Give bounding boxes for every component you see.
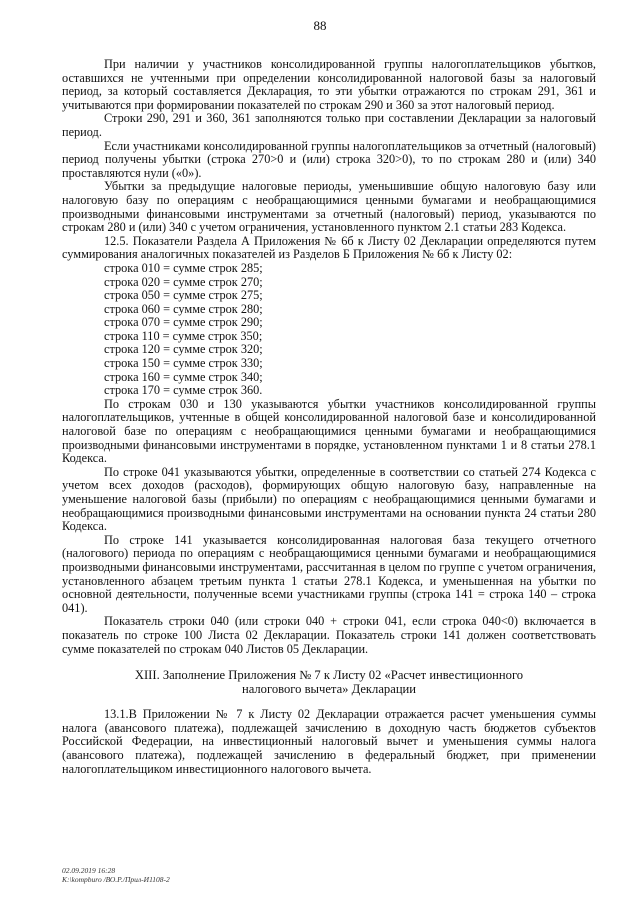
paragraph: Строки 290, 291 и 360, 361 заполняются только при составлении Декларации за налоговый период. [62,111,596,139]
formula-item: строка 060 = сумме строк 280; [104,301,263,316]
formula-item: строка 010 = сумме строк 285; [104,260,263,275]
paragraph: 13.1.В Приложении № 7 к Листу 02 Декларации отражается расчет уменьшения суммы налога (авансового платежа), подлежащей зачислению в доходную часть бюджетов субъектов Российской Федерации, на инвестиционный налоговый вычет и уменьшения суммы налога (авансового платежа), подлежащей зачислению в федеральный бюджет, при применении налогоплательщиком инвестиционного налогового вычета. [62,707,596,776]
paragraph: Показатель строки 040 (или строки 040 + строки 041, если строка 040<0) включается в показатель по строке 100 Листа 02 Декларации. Показатель строки 141 должен соответствовать сумме показателей по строкам 040 Листов 05 Декларации. [62,614,596,656]
paragraph: Если участниками консолидированной группы налогоплательщиков за отчетный (налоговый) период получены убытки (строка 270>0 и (или) строка 320>0), то по строкам 280 и (или) 340 проставляются нули («0»). [62,138,596,180]
formula-list [62,262,596,398]
footer [62,866,170,884]
footer-timestamp: 02.09.2019 16:28 [62,866,116,875]
formula-item: строка 110 = сумме строк 350; [104,328,263,343]
paragraph: 12.5. Показатели Раздела А Приложения № 6б к Листу 02 Декларации определяются путем суммирования аналогичных показателей из Разделов Б Приложения № 6б к Листу 02: [62,233,596,262]
paragraph: При наличии у участников консолидированной группы налогоплательщиков убытков, оставшихся не учтенными при определении консолидированной налоговой базы за налоговый период, за который составляется Декларация, то эти убытки отражаются по строкам 291, 361 и учитываются при формировании показателей по строкам 290 и 360 за этот налоговый период. [62,57,596,112]
document-body [62,58,596,776]
formula-item: строка 150 = сумме строк 330; [104,356,263,371]
footer-path: К:\kompburo /ВО.Р./Прил-И1108-2 [62,875,170,884]
section-heading: XIII. Заполнение Приложения № 7 к Листу 02 «Расчет инвестиционного налогового вычета» Декларации [134,668,524,697]
formula-item: строка 170 = сумме строк 360. [104,383,263,398]
paragraph: Убытки за предыдущие налоговые периоды, уменьшившие общую налоговую базу или налоговую базу по операциям с необращающимися ценными бумагами и необращающимися производными финансовыми инструментами за отчетный (налоговый) период, указываются по строкам 280 и (или) 340 с учетом ограничения, установленного пунктом 2.1 статьи 283 Кодекса. [62,179,596,235]
paragraph: По строкам 030 и 130 указываются убытки участников консолидированной группы налогоплательщиков, учтенные в общей консолидированной налоговой базе и консолидированной налоговой базе по операциям с необращающимися ценными бумагами и необращающимися производными финансовыми инструментами в порядке, установленном пунктами 1 и 8 статьи 278.1 Кодекса. [62,396,596,466]
page-number: 88 [313,18,327,33]
formula-item: строка 070 = сумме строк 290; [104,315,263,330]
paragraph: По строке 141 указывается консолидированная налоговая база текущего отчетного (налогового) периода по операциям с необращающимися ценными бумагами и необращающимися производными финансовыми инструментами, рассчитанная в целом по группе с учетом ограничения, установленного абзацем третьим пункта 1 статьи 278.1 Кодекса, и уменьшенная на убытки по основной деятельности, полученные всеми участниками группы (строка 141 = строка 140 – строка 041). [62,532,596,615]
paragraph: По строке 041 указываются убытки, определенные в соответствии со статьей 274 Кодекса с учетом всех доходов (расходов), формирующих общую налоговую базу, направленные на уменьшение налоговой базы (прибыли) по операциям с необращающимися ценными бумагами и необращающимися производными финансовыми инструментами на основании пункта 24 статьи 280 Кодекса. [62,464,596,534]
formula-item: строка 120 = сумме строк 320; [104,342,263,357]
formula-item: строка 050 = сумме строк 275; [104,288,263,303]
formula-item: строка 020 = сумме строк 270; [104,274,263,289]
formula-item: строка 160 = сумме строк 340; [104,369,263,384]
